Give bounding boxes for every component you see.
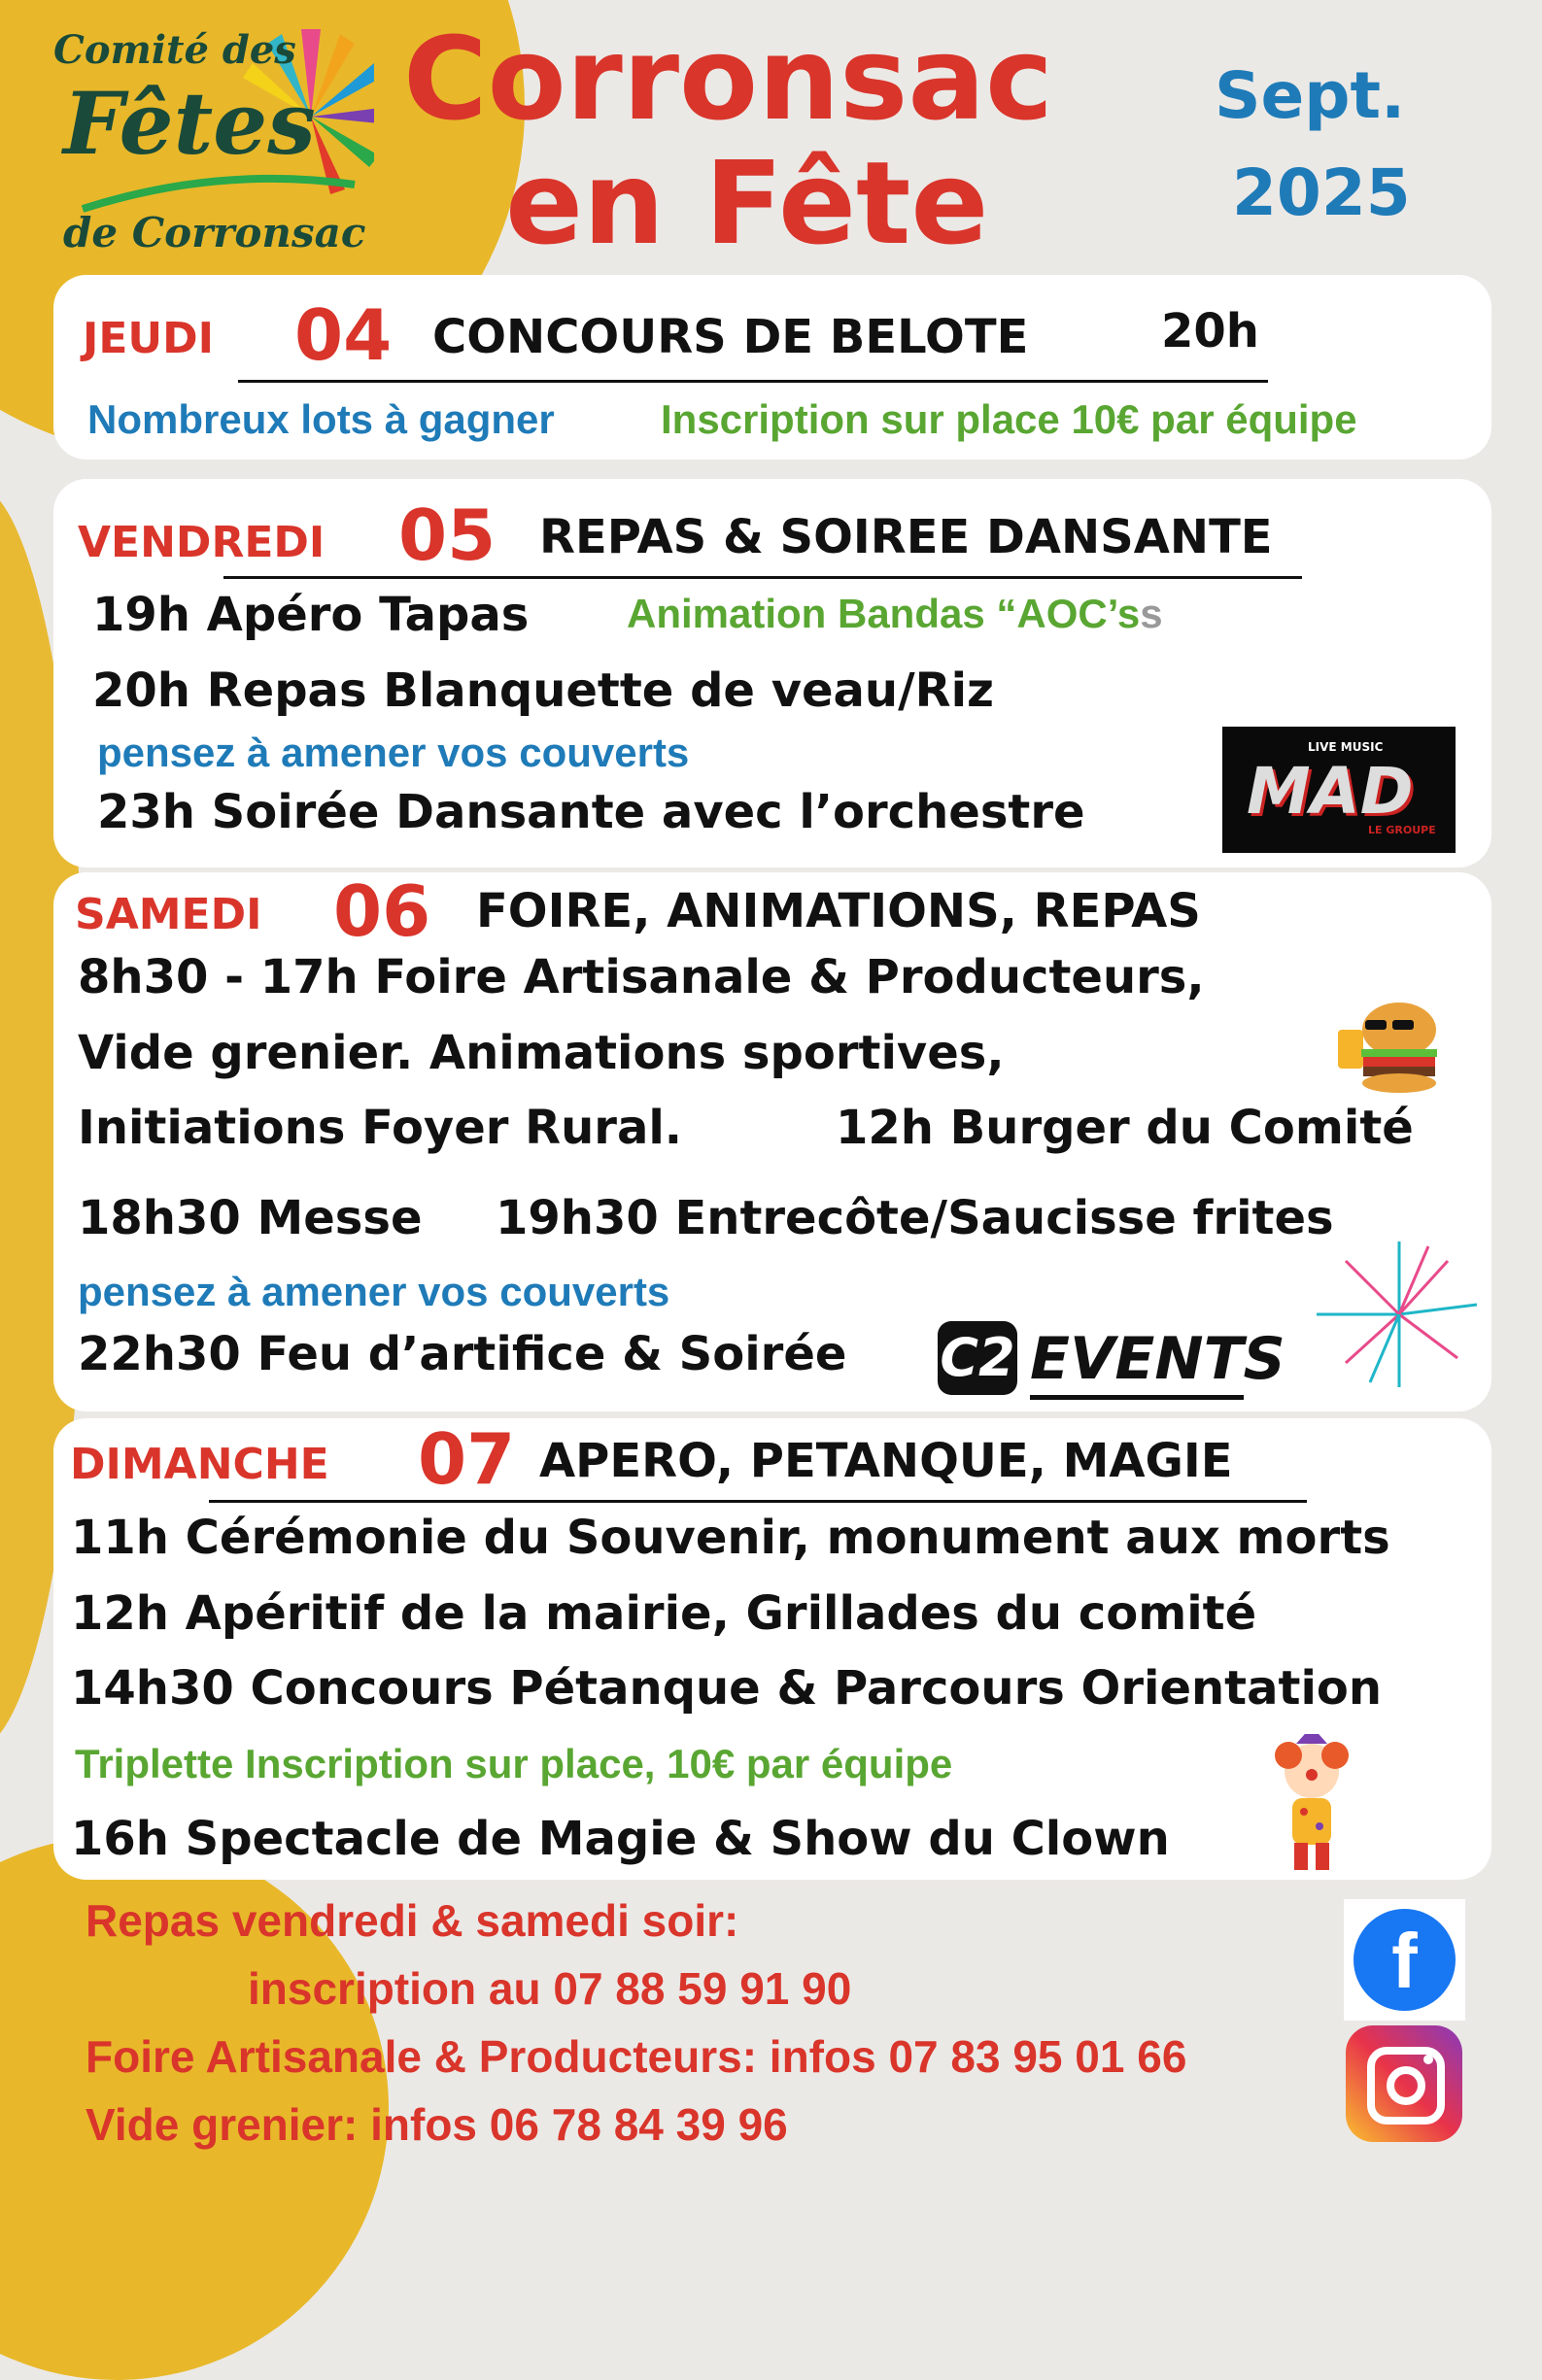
divider [209, 1500, 1307, 1503]
page-title-line1: Corronsac [403, 12, 1053, 146]
footer-foire: Foire Artisanale & Producteurs: infos 07 83 95 01 66 [86, 2031, 1187, 2082]
note-bandas-tail: s [1140, 591, 1163, 636]
page-title-line2: en Fête [505, 136, 989, 270]
note-bandas [627, 591, 1163, 637]
line-aperitif: 12h Apéritif de la mairie, Grillades du comité [71, 1586, 1257, 1641]
divider [238, 380, 1268, 383]
burger-icon [1336, 991, 1443, 1098]
card-thursday [53, 275, 1491, 459]
note-cutlery: pensez à amener vos couverts [97, 730, 690, 775]
band-logo-sub: LE GROUPE [1368, 824, 1436, 836]
line-feu-artifice: 22h30 Feu d’artifice & Soirée [78, 1327, 847, 1381]
line-entrecote: 19h30 Entrecôte/Saucisse frites [496, 1191, 1334, 1245]
day-number: 06 [333, 870, 431, 952]
day-number: 05 [398, 494, 497, 576]
day-number: 04 [294, 294, 393, 376]
line-soiree: 23h Soirée Dansante avec l’orchestre [97, 785, 1085, 839]
day-number: 07 [418, 1418, 516, 1500]
card-saturday [53, 872, 1491, 1411]
facebook-icon[interactable] [1344, 1899, 1465, 2021]
band-logo [1222, 727, 1456, 853]
facebook-glyph: f [1391, 1918, 1418, 2004]
instagram-dot [1423, 2055, 1433, 2064]
events-logo [938, 1317, 1285, 1405]
day-label: SAMEDI [75, 890, 262, 939]
event-title: FOIRE, ANIMATIONS, REPAS [476, 884, 1201, 938]
line-petanque: 14h30 Concours Pétanque & Parcours Orientation [71, 1661, 1383, 1716]
note-triplette: Triplette Inscription sur place, 10€ par équipe [75, 1741, 953, 1786]
line-apero: 19h Apéro Tapas [92, 588, 530, 642]
footer-repas: Repas vendredi & samedi soir: [86, 1895, 739, 1946]
line-initiations: Initiations Foyer Rural. [78, 1101, 683, 1155]
line-burger: 12h Burger du Comité [836, 1101, 1414, 1155]
header-month: Sept. [1215, 58, 1406, 133]
facebook-circle [1354, 1909, 1456, 2011]
event-title: CONCOURS DE BELOTE [432, 310, 1029, 364]
line-vide-grenier: Vide grenier. Animations sportives, [78, 1026, 1005, 1080]
events-logo-text: EVENTS [1030, 1325, 1285, 1393]
line-messe: 18h30 Messe [78, 1191, 423, 1245]
day-label: DIMANCHE [70, 1440, 329, 1489]
instagram-lens [1387, 2066, 1425, 2105]
line-ceremonie: 11h Cérémonie du Souvenir, monument aux morts [71, 1511, 1390, 1565]
card-sunday [53, 1418, 1491, 1880]
footer-vide-grenier: Vide grenier: infos 06 78 84 39 96 [86, 2099, 788, 2150]
band-logo-top: LIVE MUSIC [1308, 740, 1384, 754]
instagram-icon[interactable] [1346, 2025, 1462, 2142]
line-repas: 20h Repas Blanquette de veau/Riz [92, 663, 994, 718]
day-label: VENDREDI [78, 518, 326, 567]
note-bandas-text: Animation Bandas “AOC’s [627, 591, 1141, 636]
card-friday [53, 479, 1491, 867]
events-logo-mark: C2 [938, 1321, 1017, 1395]
day-label: JEUDI [83, 314, 215, 363]
header-year: 2025 [1232, 155, 1411, 230]
line-spectacle: 16h Spectacle de Magie & Show du Clown [71, 1812, 1170, 1866]
committee-logo [44, 19, 374, 262]
note-registration: Inscription sur place 10€ par équipe [661, 396, 1357, 442]
event-time: 20h [1161, 304, 1259, 358]
clown-icon [1253, 1734, 1370, 1880]
line-foire: 8h30 - 17h Foire Artisanale & Producteurs, [78, 950, 1205, 1004]
band-logo-text: MAD [1247, 754, 1414, 829]
logo-line2: Fêtes [63, 73, 316, 174]
footer-inscription: inscription au 07 88 59 91 90 [248, 1963, 852, 2014]
event-title: REPAS & SOIREE DANSANTE [539, 510, 1273, 564]
events-underline [1030, 1395, 1244, 1400]
fireworks-icon [1302, 1237, 1496, 1392]
divider [223, 576, 1302, 579]
event-title: APERO, PETANQUE, MAGIE [539, 1434, 1233, 1488]
note-cutlery: pensez à amener vos couverts [78, 1269, 670, 1314]
logo-line3: de Corronsac [63, 209, 366, 256]
logo-line1: Comité des [53, 27, 296, 73]
note-prizes: Nombreux lots à gagner [87, 396, 555, 442]
